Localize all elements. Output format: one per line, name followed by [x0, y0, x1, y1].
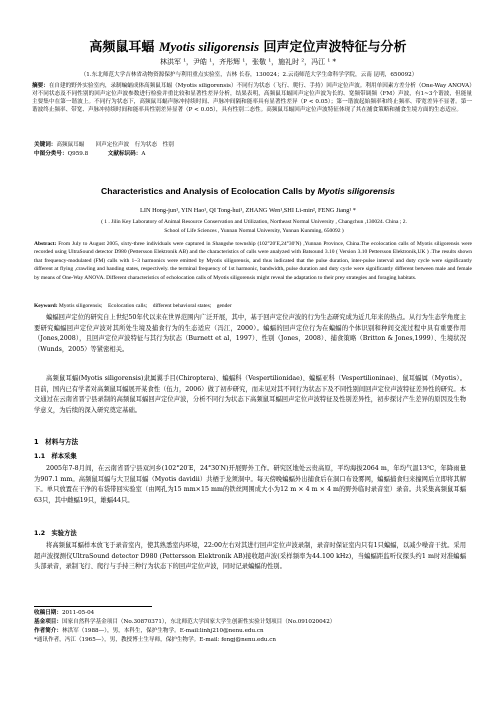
title-en [0, 186, 496, 196]
section-heading-1-2: 1.2 实验方法 [34, 530, 77, 537]
footnote-received-label: 收稿日期： [34, 610, 62, 616]
footnote-fund [34, 618, 474, 627]
footnote-fund-label: 基金项目： [34, 619, 62, 625]
abstract-en [34, 240, 472, 282]
keywords-cn [34, 140, 474, 148]
class-number: Q959.8 [67, 151, 89, 157]
abstract-en-text: From July to August 2005, sixty-three individuals were captured in Shangshe township (102°20′E,24°30′N) ,Yunnan Province, China.The ecolocation calls of Myotis siligorensis were recorded using UltraSound detector D980 (Pettersson Elektronik AB) and the characteristics of calls were analyzed with Batsound 3.10 ( Version 3.10 Pettersson Elektronik,UK ) .The results shown that frequency-modulated (FM) calls with 1~3 harmonics were emitted by Myotis siligorensis, and thus indicated that the pulse duration, inter-pulse interval and duty cycle were significantly different at flying ,crawling and handing states, respectively. the terminal frequency of 1st harmonic, bandwidth, pulse duration and duty cycle were significantly different between male and female by means of One-Way ANOVA. Different characteristics of echolocation calls of Myotis siligorensis might reveal the adaptation to their prey strategies and foraging habitats. [34, 241, 472, 281]
affiliation-en-line-1: ( 1 . Jilin Key Laboratory of Animal Resource Conservation and Utilization, Northeast Normal University , Changchun ,130024. China ; 2. [101, 219, 407, 225]
abstract-cn [32, 82, 472, 114]
footnote-received-date: 2011-05-04 [61, 610, 95, 616]
body-paragraph-2: 高频鼠耳蝠(Myotis siligorensis)隶属翼手目(Chiroptera)、蝙蝠科（Vespertilionidae)、蝙蝠亚科（Vespertilioninae)、鼠耳蝠属（Myotis）。目前，国内已有学者对高频鼠耳蝠展开某食性（伍力，2006）做了初步研究，而未见对其不同行为状态下及不同性别间回声定位声波特征差异性的研究。本文通过在云南省晋宁县录制的高频鼠耳蝠回声定位声波，分析不同行为状态下高频鼠耳蝠回声定位声波特征及性别差异性，初步探讨产生差异的原因及生物学意义，为后续的深入研究奠定基础。 [34, 375, 466, 414]
title-cn [0, 36, 496, 55]
footnote-author-label: 作者简介： [34, 628, 62, 634]
section-heading-1-1: 1.1 样本采集 [34, 453, 77, 460]
footnote-received [34, 609, 474, 618]
footnote-fund-text: 国家自然科学基金项目（No.30870371），东北师范大学国家大学生创新性实验计划项目（No.091020042） [61, 619, 336, 625]
title-cn-main: 高频鼠耳蝠 [89, 40, 155, 55]
keywords-cn-text: 高频鼠耳蝠 回声定位声波 行为状态 性别 [56, 142, 174, 148]
authors-cn: 林洪军 ¹，尹皓 ¹，齐彤辉 ¹，张敬 ¹，施礼时 ²，冯江 ¹ * [160, 58, 336, 66]
title-en-latin: Myotis siligorensis [317, 186, 395, 196]
doc-code: A [141, 151, 146, 157]
title-cn-latin: Myotis siligorensis [158, 39, 260, 54]
body-paragraph-4: 将高频鼠耳蝠样本放飞于录音室内，使其熟悉室内环境，22:00左右对其进行回声定位声波录制，录音时保证室内只有1只蝙蝠，以减少噪音干扰。采用超声波探测仪UltraSound detector D980 (Pettersson Elektronik AB)接收超声波(采样频率为44.100 kHz)，当蝙蝠距监听仪探头约1 m时对准蝙蝠头部录音，录制飞行、爬行与手持三种行为状态下的回声定位声波，同时记录蝙蝠的性别。 [34, 542, 466, 571]
authors-en: LIN Hong-jun¹, YIN Hao¹, QI Tong-hui¹, ZHANG Wen¹,SHI Li-min², FENG Jiang¹ * [140, 207, 356, 214]
class-number-label: 中图分类号： [34, 151, 68, 157]
abstract-en-label: Abstract: [34, 241, 57, 247]
keywords-en-label: Keyword: [34, 303, 58, 309]
footnote-author-text: 林洪军（1988—），男，本科生，保护生物学。E-mail:linhj210@nenu.edu.cn [61, 628, 264, 634]
footnote-author [34, 627, 474, 636]
doc-code-label: 文献标识码： [107, 151, 142, 157]
title-en-prefix: Characteristics and Analysis of Ecolocation Calls by [101, 186, 316, 196]
affiliation-cn: （1.东北师范大学吉林省动物资源保护与利用重点实验室，吉林 长春，130024；2.云南师范大学生命科学学院，云南 昆明，650092） [80, 72, 418, 78]
keywords-en-text: Myotis siligorensis; Ecolocation calls; different behavioral states; gender [58, 303, 232, 309]
footnote-rule [34, 606, 152, 607]
body-paragraph-3: 2005年7-8月间，在云南省晋宁县双河乡(102°20′E，24°30′N)开展野外工作。研究区地处云贵高原，平均海拔2064 m，年均气温13℃，年降雨量为907.1 mm。高频鼠耳蝠与大卫鼠耳蝠（Myotis davidii）共栖于龙须洞中。每天傍晚蝙蝠外出捕食后在洞口布设雾网，蝙蝠捕食归来撞网后立即将其解下。单只放置在干净的布袋带回实验室（由网孔为15 mm×15 mm的铁丝网围成大小为12 m × 4 m × 4 m的野外临时录音室）录音。共采集高频鼠耳蝠63只，其中雌蝠19只，雄蝠44只。 [34, 465, 466, 504]
affiliation-en-line-2: School of Life Sciences , Yunnan Normal University, Yunnan Kunming, 650092 ) [164, 228, 344, 234]
abstract-cn-label: 摘要： [32, 83, 49, 89]
footnote-corresponding: *通讯作者，冯江（1965—），男，教授博士生导师，保护生物学。E-mail: fengj@nenu.edu.cn [34, 637, 277, 643]
title-cn-rest: 回声定位声波特征与分析 [263, 40, 407, 55]
body-paragraph-1: 蝙蝠回声定位的研究自上世纪50年代以来在世界范围内广泛开展，其中，基于回声定位声波的行为生态研究成为近几年来的热点。从行为生态学角度主要研究蝙蝠回声定位声波对其所处生境及捕食行为的生态适应（冯江，2000）。蝙蝠的回声定位行为在蝙蝠的个体识别和种间交流过程中具有重要作用（Jones,2008），且回声定位声波特征与其行为状态（Burnett et al，1997）、性别（Jones，2008）、捕食策略（Britton & Jones,1999）、生境状况（Wunds，2005）等紧密相关。 [34, 314, 466, 353]
keywords-cn-label: 关键词： [34, 142, 57, 148]
keywords-en [34, 301, 474, 309]
section-heading-1: 1 材料与方法 [34, 438, 79, 446]
classification-line [34, 149, 474, 157]
abstract-cn-text: 在自建的野外实验室内，录制蝙蝠成体高频鼠耳蝠（Myotis siligorensis）不同行为状态（飞行、爬行、手持）回声定位声波。利用单因素方差分析（One-Way ANOVA）对不同状态及不同性别的回声定位声波参数进行检验并重比较和显著性差异分析，结果表明，高频鼠耳蝠回声定位声波为长的、宽频带调频（FM）声波，有1~3个谐波，但能量主要集中在第一谐波上。不同行为状态下，高频鼠耳蝠声脉冲持续时间、声脉冲间隔和能率具有显著性差异（P < 0.05）；第一谐波起始频率和终止频率、带宽差异不显著。第一谐波终止频率、带宽、声脉冲持续时间和能率具性别差异显著（P < 0.05），具有性别二态性。高频鼠耳蝠回声定位声波特征体现了其在捕食策略和捕食生境方面的生态适应。 [32, 83, 472, 114]
affiliation-en [34, 218, 474, 236]
